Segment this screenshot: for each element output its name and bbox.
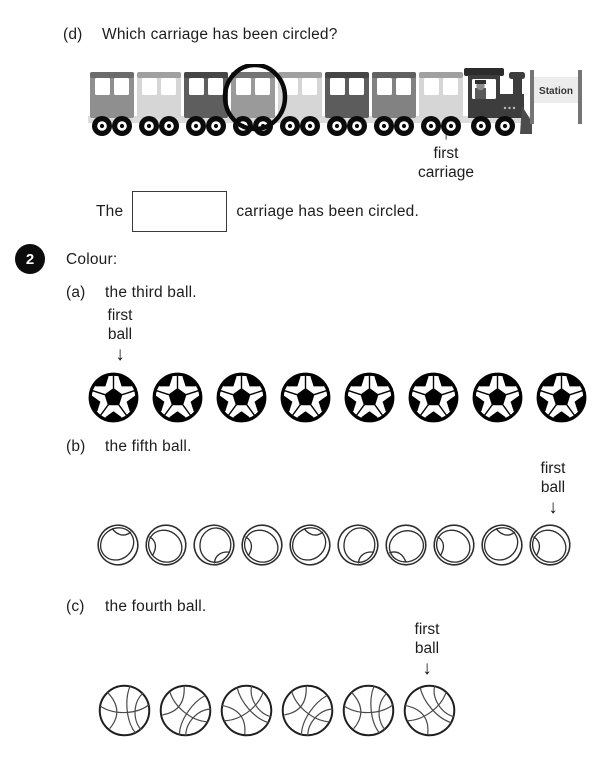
tennis-ball-row xyxy=(96,523,572,567)
tennis-ball[interactable] xyxy=(144,523,188,567)
question-2-badge: 2 xyxy=(15,244,45,274)
soccer-ball[interactable] xyxy=(151,371,204,424)
answer-sentence xyxy=(96,191,419,232)
part-a-first-ball-annotation xyxy=(90,306,150,365)
basketball-row xyxy=(97,683,457,738)
station-label: Station xyxy=(539,86,573,97)
part-a-text: the third ball. xyxy=(105,284,197,301)
tennis-ball[interactable] xyxy=(384,523,428,567)
part-a-label: (a) xyxy=(66,284,86,301)
answer-suffix: carriage has been circled. xyxy=(236,202,419,220)
question-2-title: Colour: xyxy=(66,251,118,268)
arrow-up-icon: ↑ xyxy=(441,123,451,144)
tennis-ball[interactable] xyxy=(96,523,140,567)
question-d-number: (d) xyxy=(63,26,83,43)
tennis-ball[interactable] xyxy=(336,523,380,567)
arrow-down-icon: ↓ xyxy=(548,497,558,518)
soccer-ball[interactable] xyxy=(471,371,524,424)
question-d-text: Which carriage has been circled? xyxy=(102,26,338,43)
soccer-ball[interactable] xyxy=(215,371,268,424)
train-carriage xyxy=(325,72,369,136)
part-b-first-ball-annotation xyxy=(523,459,583,518)
arrow-down-icon: ↓ xyxy=(422,658,432,679)
part-c-first-ball-annotation xyxy=(397,620,457,679)
first-carriage-label-line2: carriage xyxy=(418,164,474,181)
first-ball-label-line1: first xyxy=(107,307,133,324)
train-carriage xyxy=(90,72,134,136)
part-b-text: the fifth ball. xyxy=(105,438,192,455)
question-d xyxy=(63,26,338,44)
tennis-ball[interactable] xyxy=(528,523,572,567)
first-ball-label-line1: first xyxy=(540,460,566,477)
station-sign xyxy=(530,70,582,124)
basketball-ball[interactable] xyxy=(219,683,274,738)
train-carriage xyxy=(137,72,181,136)
first-ball-label-line2: ball xyxy=(540,479,566,496)
answer-prefix: The xyxy=(96,202,124,220)
tennis-ball[interactable] xyxy=(192,523,236,567)
soccer-ball-row xyxy=(87,371,588,424)
first-ball-label-line2: ball xyxy=(414,640,440,657)
train-illustration xyxy=(88,64,593,140)
tennis-ball[interactable] xyxy=(432,523,476,567)
first-carriage-annotation xyxy=(403,123,489,182)
basketball-ball[interactable] xyxy=(402,683,457,738)
first-ball-label-line1: first xyxy=(414,621,440,638)
part-c-label: (c) xyxy=(66,598,85,615)
soccer-ball[interactable] xyxy=(279,371,332,424)
first-ball-label-line2: ball xyxy=(107,326,133,343)
part-c-prompt xyxy=(66,598,206,616)
basketball-ball[interactable] xyxy=(280,683,335,738)
part-b-prompt xyxy=(66,438,192,456)
basketball-ball[interactable] xyxy=(341,683,396,738)
first-carriage-label-line1: first xyxy=(433,145,459,162)
soccer-ball[interactable] xyxy=(407,371,460,424)
station-post-left xyxy=(530,70,534,124)
soccer-ball[interactable] xyxy=(87,371,140,424)
basketball-ball[interactable] xyxy=(158,683,213,738)
train-carriage xyxy=(184,72,228,136)
part-b-label: (b) xyxy=(66,438,86,455)
answer-blank-box[interactable] xyxy=(132,191,227,232)
tennis-ball[interactable] xyxy=(240,523,284,567)
station-post-right xyxy=(578,70,582,124)
basketball-ball[interactable] xyxy=(97,683,152,738)
tennis-ball[interactable] xyxy=(480,523,524,567)
part-c-text: the fourth ball. xyxy=(105,598,207,615)
arrow-down-icon: ↓ xyxy=(115,344,125,365)
part-a-prompt xyxy=(66,284,197,302)
soccer-ball[interactable] xyxy=(343,371,396,424)
tennis-ball[interactable] xyxy=(288,523,332,567)
soccer-ball[interactable] xyxy=(535,371,588,424)
